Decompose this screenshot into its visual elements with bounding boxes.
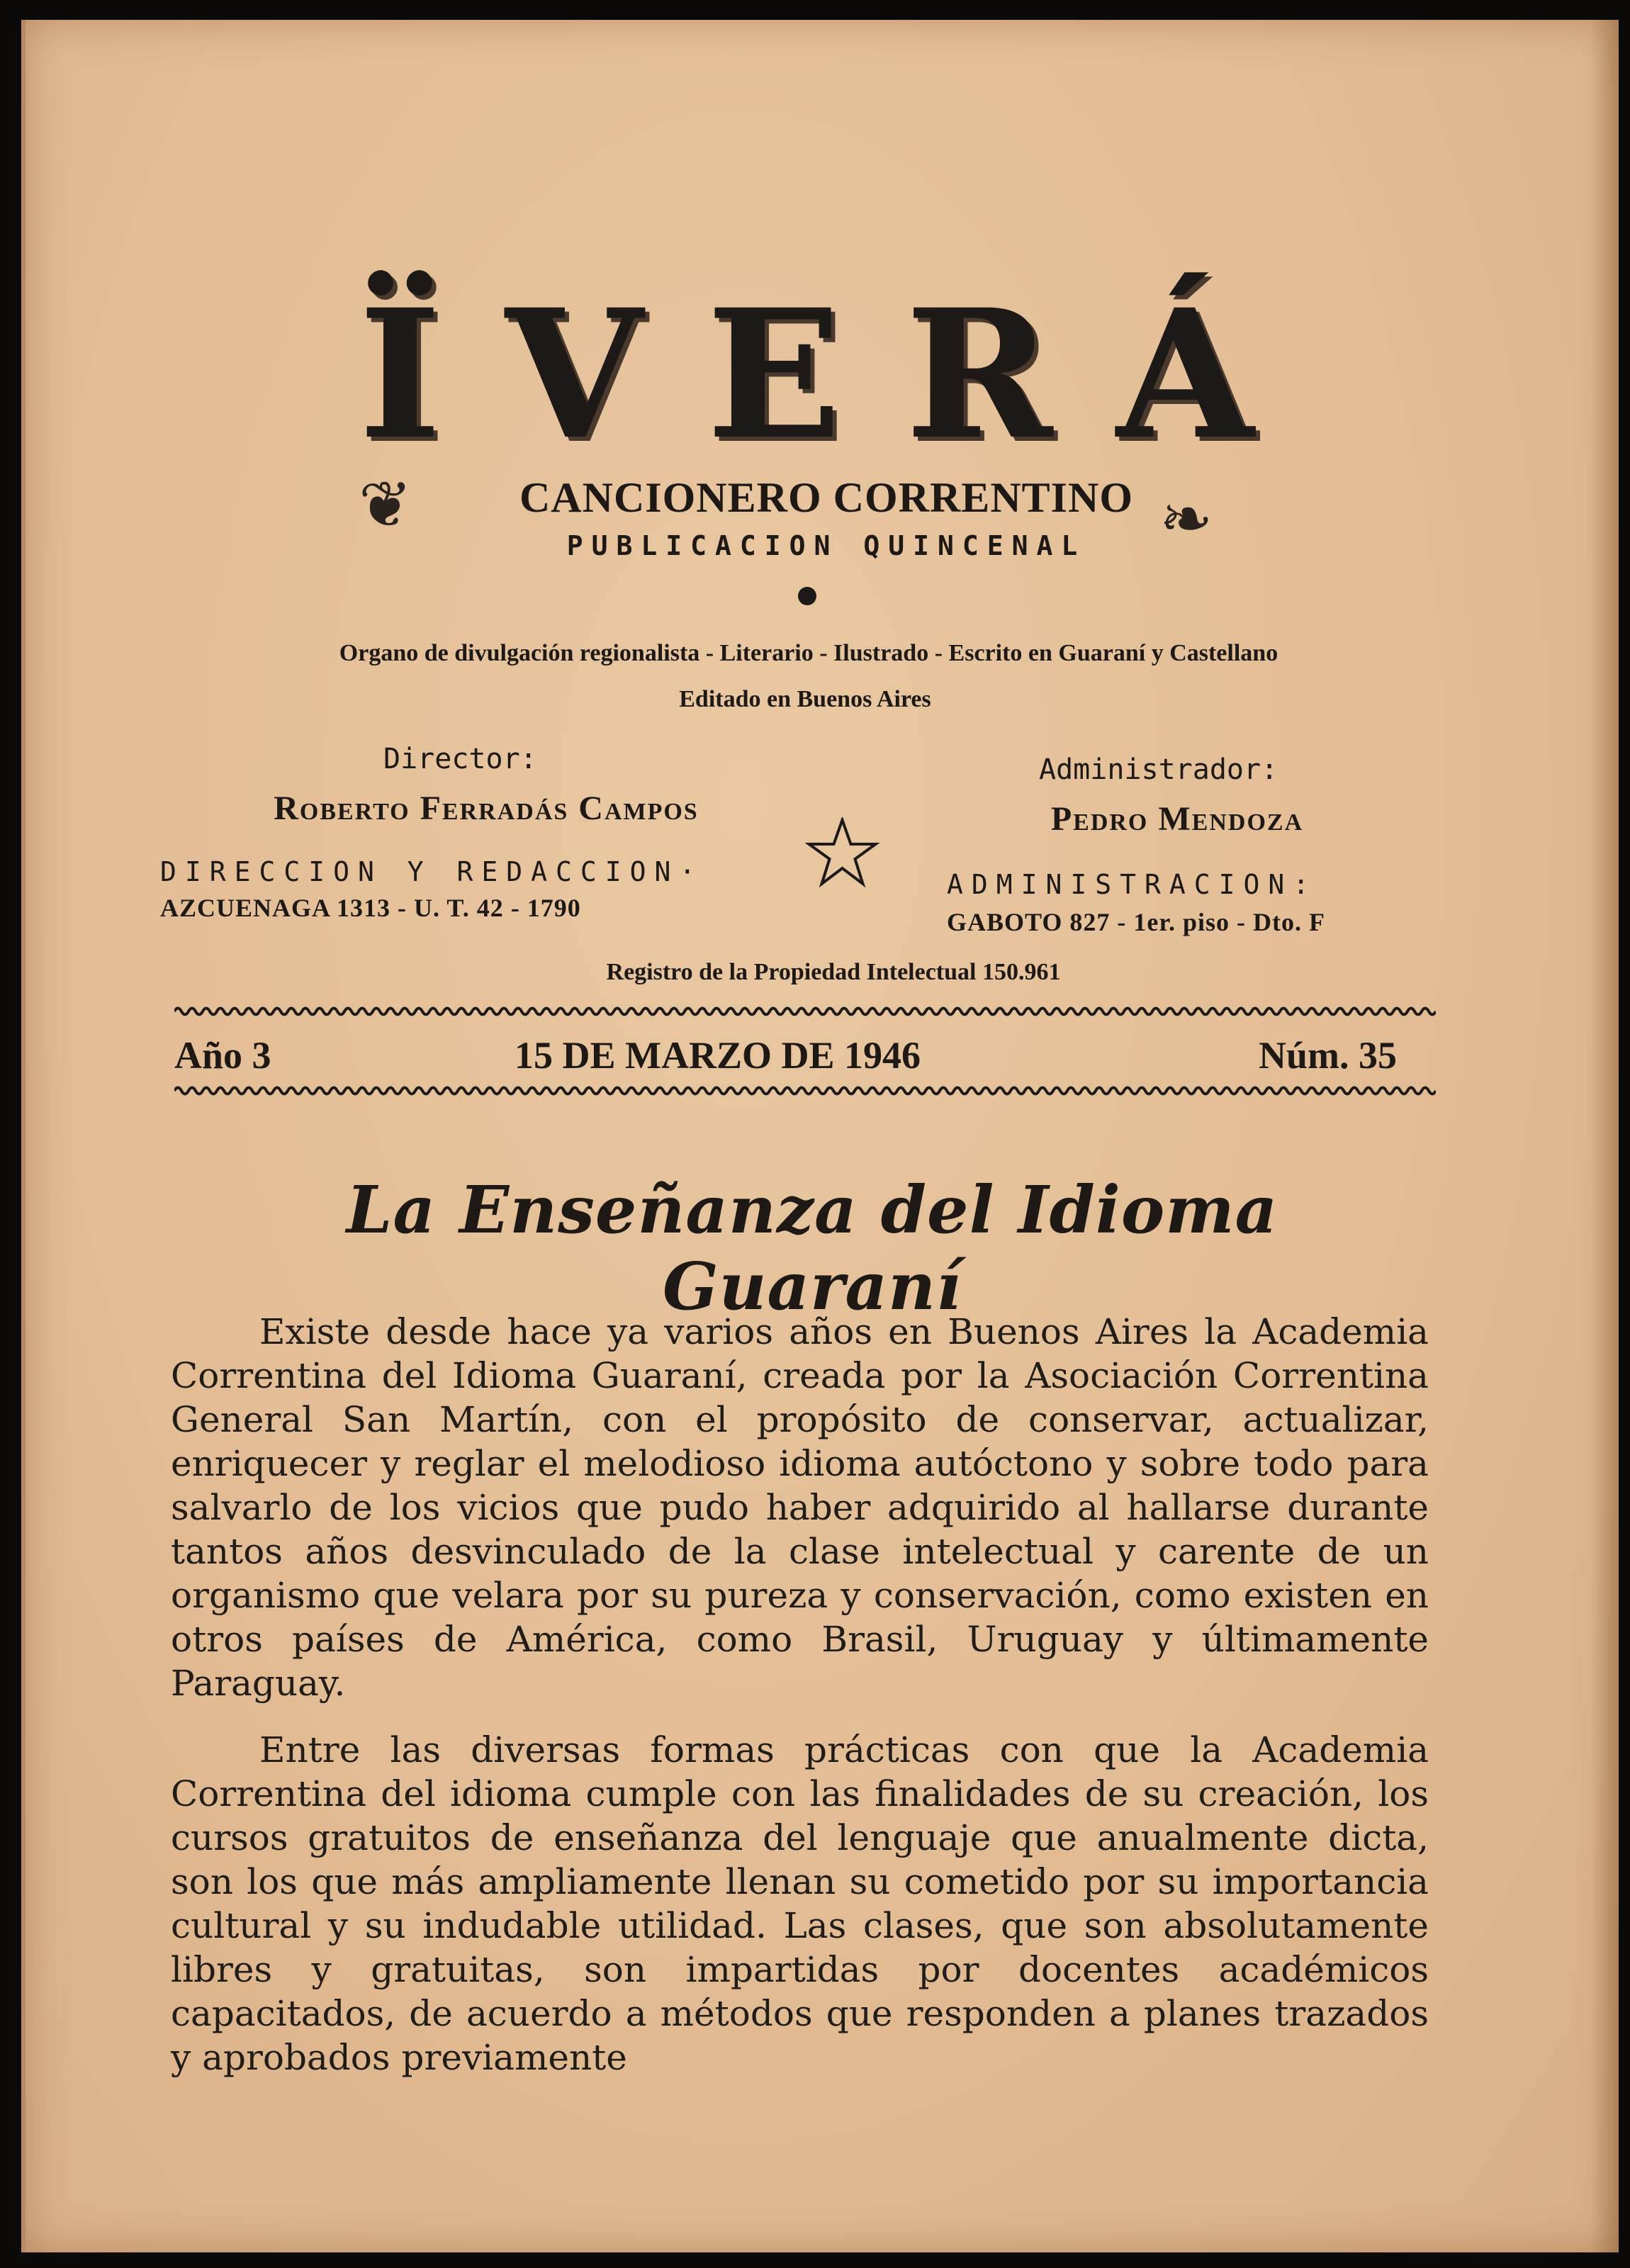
masthead-subtitle: CANCIONERO CORRENTINO (519, 474, 1134, 521)
publication-frequency: PUBLICACION QUINCENAL (566, 530, 1086, 561)
administrador-name: Pedro Mendoza (1050, 800, 1304, 838)
wavy-rule-top (174, 1004, 1436, 1019)
ornament-left-icon: ❦ (359, 468, 412, 542)
article-paragraph: Entre las diversas formas prácticas con que la Academia Correntina del idioma cumple con las finalidades de su creación, los cursos gratuitos de enseñanza del lenguaje que anualmente dicta, son los que más ampliamente llenan su cometido por su importancia cultural y su indudable utilidad. Las clases, que son absolutamente libres y gratuitas, son impartidas por docentes académicos capacitados, de acuerdo a métodos que responden a planes trazados y aprobados previamente (171, 1729, 1429, 2078)
director-role: Director: (383, 743, 537, 775)
administrador-address: GABOTO 827 - 1er. piso - Dto. F (947, 908, 1326, 936)
masthead-title: ÏVERÁ (359, 270, 1318, 478)
publication-location: Editado en Buenos Aires (679, 686, 931, 712)
director-name: Roberto Ferradás Campos (274, 790, 699, 827)
administrador-office-label: ADMINISTRACION: (947, 869, 1318, 900)
wavy-rule-bottom (174, 1083, 1436, 1099)
director-office-label: DIRECCION Y REDACCION· (160, 856, 704, 887)
article-paragraph: Existe desde hace ya varios años en Buenos Aires la Academia Correntina del Idioma Guaraní, creada por la Asociación Correntina General San Martín, con el propósito de conservar, actualizar, enriquecer y reglar el melodioso idioma autóctono y sobre todo para salvarlo de los vicios que pudo haber adquirido al hallarse durante tantos años desvinculado de la clase intelectual y carente de un organismo que velara por su pureza y conservación, como existen en otros países de América, como Brasil, Uruguay y últimamente Paraguay. (171, 1311, 1429, 1704)
issue-date: 15 DE MARZO DE 1946 (515, 1034, 921, 1077)
star-icon (805, 817, 879, 888)
separator-dot (798, 587, 816, 605)
director-address: AZCUENAGA 1313 - U. T. 42 - 1790 (160, 894, 581, 922)
publication-description: Organo de divulgación regionalista - Literario - Ilustrado - Escrito en Guaraní y Castellano (339, 640, 1278, 666)
issue-number: Núm. 35 (1259, 1034, 1398, 1077)
issue-year: Año 3 (174, 1034, 271, 1077)
magazine-page (21, 20, 1619, 2252)
article-title: La Enseñanza del Idioma Guaraní (346, 1172, 1278, 1325)
registro-propiedad: Registro de la Propiedad Intelectual 150.961 (606, 959, 1061, 985)
ornament-right-icon: ❧ (1159, 482, 1213, 556)
administrador-role: Administrador: (1039, 753, 1278, 786)
